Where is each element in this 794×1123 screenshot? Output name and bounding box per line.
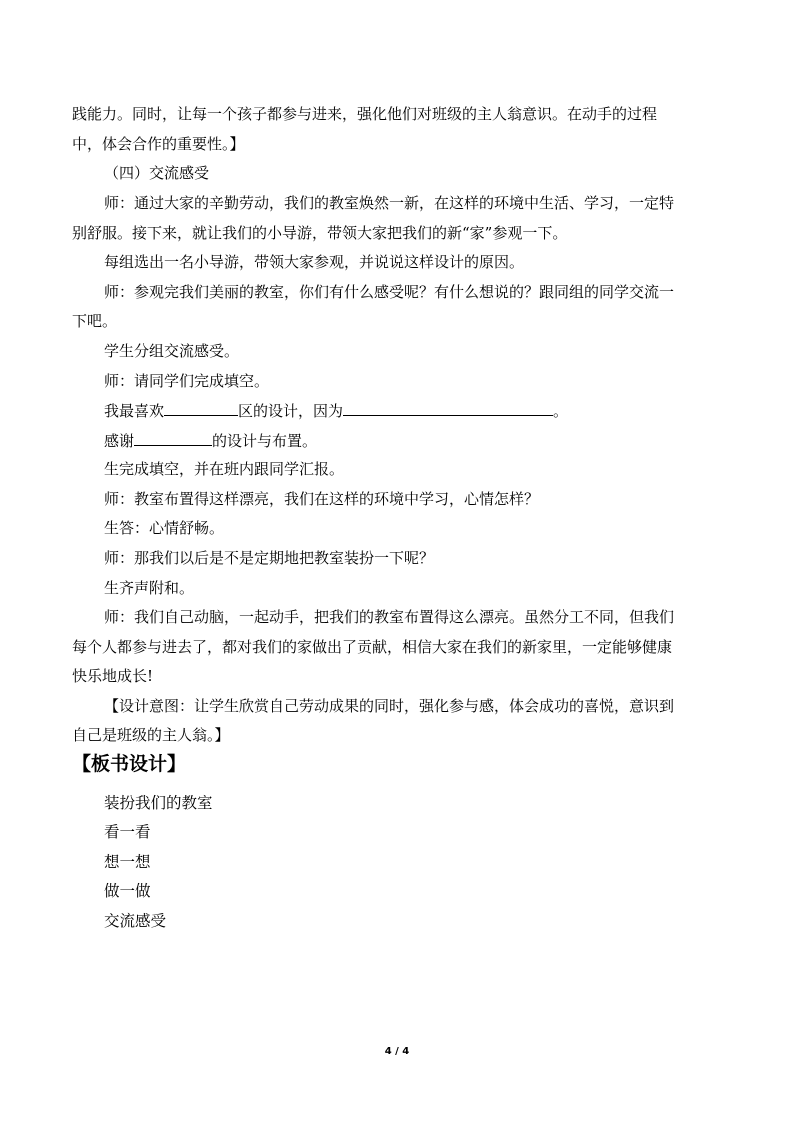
board-item: 想一想 xyxy=(104,853,151,871)
paragraph-line: 践能力。同时，让每一个孩子都参与进来，强化他们对班级的主人翁意识。在动手的过程 xyxy=(72,105,658,123)
paragraph-line: 生答：心情舒畅。 xyxy=(104,519,225,537)
board-item: 交流感受 xyxy=(104,912,167,930)
paragraph-line: 下吧。 xyxy=(72,312,118,330)
paragraph-line: 师：教室布置得这样漂亮，我们在这样的环境中学习，心情怎样？ xyxy=(104,490,540,508)
page-number: 4 / 4 xyxy=(384,1046,410,1057)
board-item: 看一看 xyxy=(104,823,151,841)
paragraph-line: 每个人都参与进去了，都对我们的家做出了贡献，相信大家在我们的新家里，一定能够健康 xyxy=(72,638,673,656)
paragraph-line: 快乐地成长! xyxy=(72,667,154,685)
paragraph-line: 师：通过大家的辛勤劳动，我们的教室焕然一新，在这样的环境中生活、学习，一定特 xyxy=(104,194,675,212)
design-intent-line: 自己是班级的主人翁。】 xyxy=(72,726,230,744)
board-design-heading: 【板书设计】 xyxy=(72,753,187,775)
fill-text: 感谢 xyxy=(104,432,135,450)
fill-text: 的设计与布置。 xyxy=(212,432,318,450)
section-title: （四）交流感受 xyxy=(104,164,210,182)
paragraph-line: 别舒服。接下来，就让我们的小导游，带领大家把我们的新“家”参观一下。 xyxy=(72,224,568,242)
board-item: 装扮我们的教室 xyxy=(104,794,213,812)
fill-text: 区的设计，因为 xyxy=(238,402,344,420)
paragraph-line: 师：那我们以后是不是定期地把教室装扮一下呢？ xyxy=(104,549,435,567)
paragraph-line: 每组选出一名小导游，带领大家参观，并说说这样设计的原因。 xyxy=(104,253,525,271)
paragraph-line: 师：参观完我们美丽的教室，你们有什么感受呢？有什么想说的？跟同组的同学交流一 xyxy=(104,283,675,301)
paragraph-line: 中，体会合作的重要性。】 xyxy=(72,135,245,153)
fill-text: 。 xyxy=(553,402,569,420)
fill-in-blank-line xyxy=(104,400,722,421)
design-intent-line: 【设计意图：让学生欣赏自己劳动成果的同时，强化参与感，体会成功的喜悦，意识到 xyxy=(104,697,675,715)
paragraph-line: 师：请同学们完成填空。 xyxy=(104,372,270,390)
fill-text: 我最喜欢 xyxy=(104,402,165,420)
paragraph-line: 生齐声附和。 xyxy=(104,579,195,597)
paragraph-line: 学生分组交流感受。 xyxy=(104,342,240,360)
fill-in-blank-line xyxy=(104,430,722,451)
paragraph-line: 师：我们自己动脑，一起动手，把我们的教室布置得这么漂亮。虽然分工不同，但我们 xyxy=(104,608,675,626)
blank-field[interactable] xyxy=(164,400,238,416)
board-item: 做一做 xyxy=(104,882,151,900)
paragraph-line: 生完成填空，并在班内跟同学汇报。 xyxy=(104,460,345,478)
blank-field[interactable] xyxy=(343,400,553,416)
blank-field[interactable] xyxy=(134,430,212,446)
